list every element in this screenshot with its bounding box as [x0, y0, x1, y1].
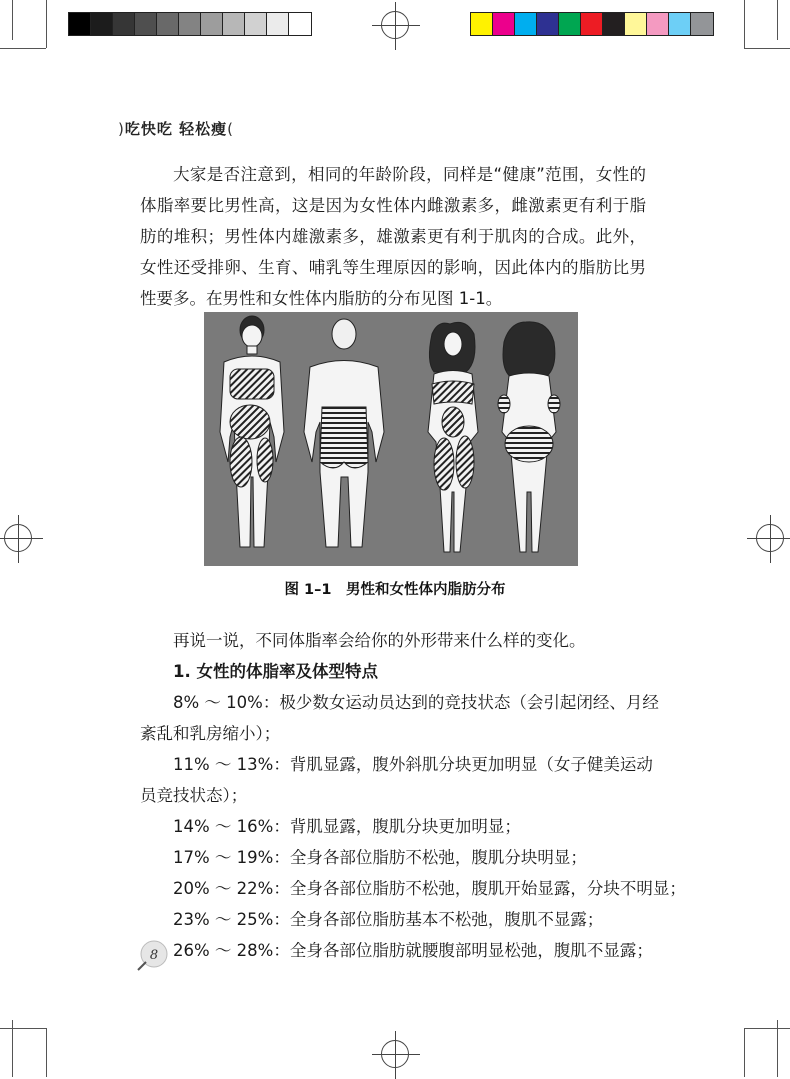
header-bracket-left-icon: )	[118, 120, 125, 138]
list-item-continuation: 员竞技状态）；	[140, 786, 248, 805]
item-text: 背肌显露，腹肌分块更加明显；	[289, 817, 521, 836]
male-back-waist-fat	[320, 407, 368, 468]
female-abdomen-fat	[442, 407, 464, 437]
process-color-swatch	[691, 13, 713, 35]
item-text: 全身各部位脂肪就腰腹部明显松弛，腹肌不显露；	[289, 941, 653, 960]
figure-caption: 图 1–1 男性和女性体内脂肪分布	[284, 582, 506, 598]
list-item	[140, 811, 646, 842]
grayscale-swatch	[157, 13, 179, 35]
process-color-swatch	[669, 13, 691, 35]
process-color-swatch	[493, 13, 515, 35]
registration-mark-left	[4, 524, 32, 552]
process-color-swatch	[559, 13, 581, 35]
header-bracket-right-icon: (	[227, 120, 234, 138]
process-color-swatch	[471, 13, 493, 35]
male-left-thigh-fat	[230, 437, 252, 487]
item-text: 全身各部位脂肪不松弛，腹肌开始显露，分块不明显；	[289, 879, 686, 898]
process-color-swatch	[581, 13, 603, 35]
crop-mark	[744, 1028, 790, 1029]
list-item	[140, 904, 646, 935]
list-item	[140, 687, 659, 718]
grayscale-calibration-bar	[68, 12, 312, 36]
process-color-calibration-bar	[470, 12, 714, 36]
crop-mark	[46, 1028, 47, 1077]
running-header	[118, 118, 234, 139]
process-color-swatch	[537, 13, 559, 35]
grayscale-swatch	[201, 13, 223, 35]
registration-mark-right	[756, 524, 784, 552]
grayscale-swatch	[91, 13, 113, 35]
female-back-hip-fat	[505, 426, 553, 462]
page-number-badge	[134, 938, 170, 974]
item-text: 极少数女运动员达到的竞技状态（会引起闭经、月经	[279, 693, 659, 712]
range-label: 26% ～ 28%：	[173, 941, 290, 960]
range-label: 14% ～ 16%：	[173, 817, 290, 836]
crop-mark	[46, 0, 47, 48]
crop-mark	[744, 48, 790, 49]
crop-mark	[12, 1020, 13, 1077]
list-item	[140, 935, 653, 966]
grayscale-swatch	[245, 13, 267, 35]
crop-mark	[0, 1028, 46, 1029]
range-label: 23% ～ 25%：	[173, 910, 290, 929]
registration-mark-top	[381, 11, 409, 39]
crop-mark	[744, 0, 745, 48]
grayscale-swatch	[179, 13, 201, 35]
female-right-thigh-fat	[456, 436, 474, 488]
grayscale-swatch	[69, 13, 91, 35]
list-item	[140, 873, 686, 904]
range-label: 20% ～ 22%：	[173, 879, 290, 898]
header-logo-text: 吃快吃 轻松瘦	[124, 120, 228, 138]
page-number: 8	[149, 948, 159, 963]
process-color-swatch	[603, 13, 625, 35]
intro-paragraph	[140, 159, 646, 314]
grayscale-swatch	[135, 13, 157, 35]
list-item-continuation: 紊乱和乳房缩小）；	[140, 724, 281, 743]
registration-mark-bottom	[381, 1040, 409, 1068]
crop-mark	[0, 48, 46, 49]
crop-mark	[777, 1020, 778, 1077]
grayscale-swatch	[113, 13, 135, 35]
crop-mark	[12, 0, 13, 40]
process-color-swatch	[647, 13, 669, 35]
crop-mark	[744, 1028, 745, 1077]
crop-mark	[777, 0, 778, 40]
process-color-swatch	[625, 13, 647, 35]
grayscale-swatch	[289, 13, 311, 35]
range-label: 8% ～ 10%：	[173, 693, 280, 712]
male-right-thigh-fat	[257, 438, 273, 482]
female-chest-fat	[432, 381, 474, 404]
intro-paragraph-text: 大家是否注意到，相同的年龄阶段，同样是“健康”范围，女性的体脂率要比男性高，这是因为女性体内雌激素多，雌激素更有利于脂肪的堆积；男性体内雄激素多，雄激素更有利于肌肉的合成。此外，女性还受排卵、生育、哺乳等生理原因的影响，因此体内的脂肪比男性要多。在男性和女性体内脂肪的分布见图 1-1。	[140, 165, 646, 308]
item-text: 全身各部位脂肪不松弛，腹肌分块明显；	[289, 848, 587, 867]
fat-distribution-figure	[204, 312, 578, 566]
female-back-right-flank-fat	[548, 395, 560, 413]
male-abdomen-fat	[230, 405, 270, 439]
female-left-thigh-fat	[434, 438, 454, 490]
process-color-swatch	[515, 13, 537, 35]
section-heading: 1. 女性的体脂率及体型特点	[173, 662, 378, 681]
grayscale-swatch	[267, 13, 289, 35]
range-label: 11% ～ 13%：	[173, 755, 290, 774]
item-text: 背肌显露，腹外斜肌分块更加明显（女子健美运动	[289, 755, 653, 774]
female-back-left-flank-fat	[498, 395, 510, 413]
grayscale-swatch	[223, 13, 245, 35]
magnifier-handle-icon	[138, 962, 146, 970]
list-item	[140, 842, 646, 873]
male-chest-fat	[230, 369, 274, 399]
range-label: 17% ～ 19%：	[173, 848, 290, 867]
item-text: 全身各部位脂肪基本不松弛，腹肌不显露；	[289, 910, 604, 929]
list-item	[140, 749, 653, 780]
lead-sentence: 再说一说，不同体脂率会给你的外形带来什么样的变化。	[173, 631, 586, 650]
